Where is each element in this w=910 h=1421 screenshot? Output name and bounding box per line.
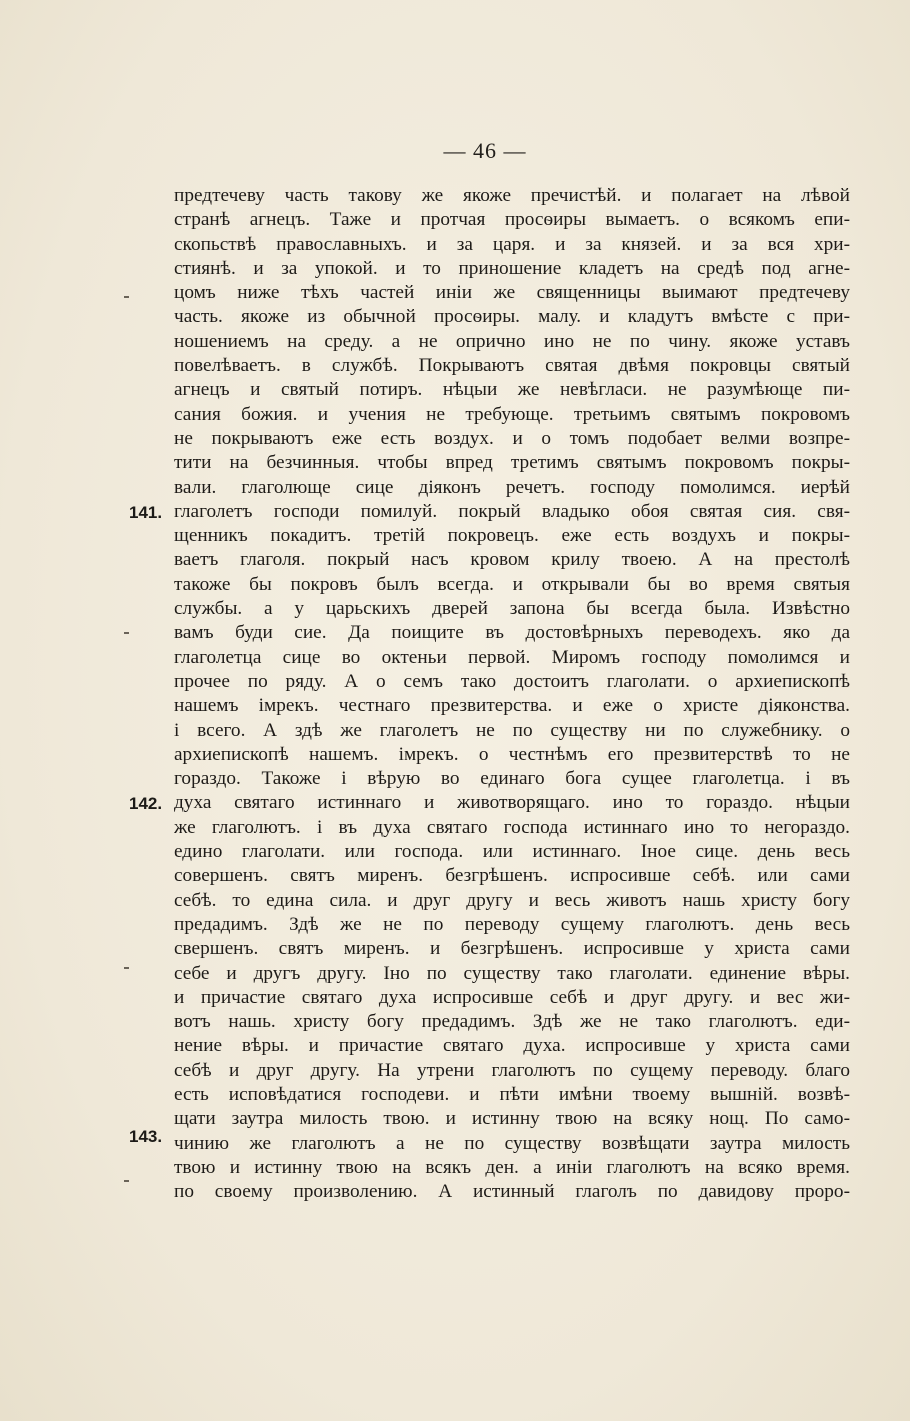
text-line: предтечеву часть такову же якоже пречистѣй. и полагает на лѣвой: [174, 185, 850, 206]
text-line: чинию же глаголютъ а не по существу возвѣщати заутра милость: [174, 1132, 850, 1154]
section-mark-142: 142.: [129, 794, 163, 813]
text-line: и причастие святаго духа испросивше себѣ и друг другу. и вес жи-: [174, 986, 850, 1008]
section-mark-141: 141.: [129, 503, 163, 522]
text-line: духа святаго истиннаго и животворящаго. ино то гораздо. нѣцыи: [174, 792, 850, 814]
text-line: глаголетца сице во октеньи первой. Миромъ господу помолимся и: [174, 646, 850, 668]
body-text: [174, 184, 850, 1204]
page-number: — 46 —: [443, 138, 527, 163]
text-line: не покрываютъ еже есть воздух. и о томъ подобает велми возпре-: [174, 427, 850, 449]
text-line: вамъ буди сие. Да поищите въ достовѣрныхъ переводехъ. яко да: [174, 622, 850, 644]
text-line: вотъ нашь. христу богу предадимъ. Здѣ же не тако глаголютъ. еди-: [174, 1011, 850, 1033]
text-line: сания божия. и учения не требующе. третьимъ святымъ покровомъ: [174, 403, 850, 425]
text-line: же глаголютъ. і въ духа святаго господа истиннаго ино то негораздо.: [174, 816, 850, 838]
text-line: себѣ. то едина сила. и друг другу и весь животъ нашь христу богу: [174, 889, 850, 911]
margin-tick: [124, 296, 129, 298]
text-line: скопьствѣ православныхъ. и за царя. и за князей. и за вся хри-: [174, 233, 850, 255]
text-line: есть исповѣдатися господеви. и пѣти имѣни твоему вышній. возвѣ-: [174, 1083, 850, 1105]
text-line: нашемъ імрекъ. честнаго презвитерства. и еже о христе діяконства.: [174, 695, 850, 717]
text-line: нение вѣры. и причастие святаго духа. испросивше у христа сами: [174, 1035, 850, 1057]
text-line: едино глаголати. или господа. или истиннаго. Іное сице. день весь: [174, 841, 850, 863]
margin-tick: [124, 1180, 129, 1182]
text-line: агнецъ и святый потиръ. нѣцыи же невѣгласи. не разумѣюще пи-: [174, 379, 850, 401]
text-line: себѣ и друг другу. На утрени глаголютъ по сущему переводу. благо: [174, 1059, 850, 1081]
text-line: стиянѣ. и за упокой. и то приношение кладетъ на средѣ под агне-: [174, 257, 850, 279]
text-line: предадимъ. Здѣ же не по переводу сущему глаголютъ. день весь: [174, 913, 850, 935]
text-line: себе и другъ другу. Іно по существу тако глаголати. единение вѣры.: [174, 962, 850, 984]
text-line: вали. глаголюще сице діяконъ речетъ. господу помолимся. иерѣй: [174, 476, 850, 498]
text-line: ношениемъ на среду. а не опрично ино не по чину. якоже уставъ: [174, 330, 850, 352]
text-line: свершенъ. святъ миренъ. и безгрѣшенъ. испросивше у христа сами: [174, 938, 850, 960]
text-line: гораздо. Такоже і вѣрую во единаго бога сущее глаголетца. і въ: [174, 768, 850, 790]
text-line: глаголетъ господи помилуй. покрый владыко обоя святая сия. свя-: [174, 500, 850, 522]
text-line: часть. якоже из обычной просѳиры. малу. и кладутъ вмѣсте с при-: [174, 306, 850, 328]
text-line: странѣ агнецъ. Таже и протчая просѳиры вымаетъ. о всякомъ епи-: [174, 209, 850, 231]
text-line: твою и истинну твою на всякъ ден. а иніи глаголютъ на всяко время.: [174, 1156, 850, 1178]
text-line: щати заутра милость твою. и истинну твою на всяку нощ. По само-: [174, 1108, 850, 1130]
text-line: і всего. А здѣ же глаголетъ не по существу ни по служебнику. о: [174, 719, 850, 741]
margin-tick: [124, 967, 129, 969]
text-line: ваетъ глаголя. покрый насъ кровом крилу твоею. А на престолѣ: [174, 549, 850, 571]
text-line: службы. а у царьскихъ дверей запона бы всегда была. Извѣстно: [174, 598, 850, 620]
text-line: по своему произволению. А истинный глаголъ по давидову проро-: [174, 1181, 850, 1203]
text-line: совершенъ. святъ миренъ. безгрѣшенъ. испросивше себѣ. или сами: [174, 865, 850, 887]
text-line: такоже бы покровъ былъ всегда. и открывали бы во время святыя: [174, 573, 850, 595]
text-line: повелѣваетъ. в службѣ. Покрываютъ святая двѣмя покровцы святый: [174, 355, 850, 377]
margin-tick: [124, 632, 129, 634]
text-line: архиепископѣ нашемъ. імрекъ. о честнѣмъ его презвитерствѣ то не: [174, 743, 850, 765]
section-mark-143: 143.: [129, 1127, 163, 1146]
text-line: тити на безчинныя. чтобы впред третимъ святымъ покровомъ покры-: [174, 452, 850, 474]
text-line: цомъ ниже тѣхъ частей иніи же священницы выимают предтечеву: [174, 282, 850, 304]
text-line: щенникъ покадитъ. третій покровецъ. еже есть воздухъ и покры-: [174, 525, 850, 547]
text-line: прочее по ряду. А о семъ тако достоитъ глаголати. о архиепископѣ: [174, 670, 850, 692]
